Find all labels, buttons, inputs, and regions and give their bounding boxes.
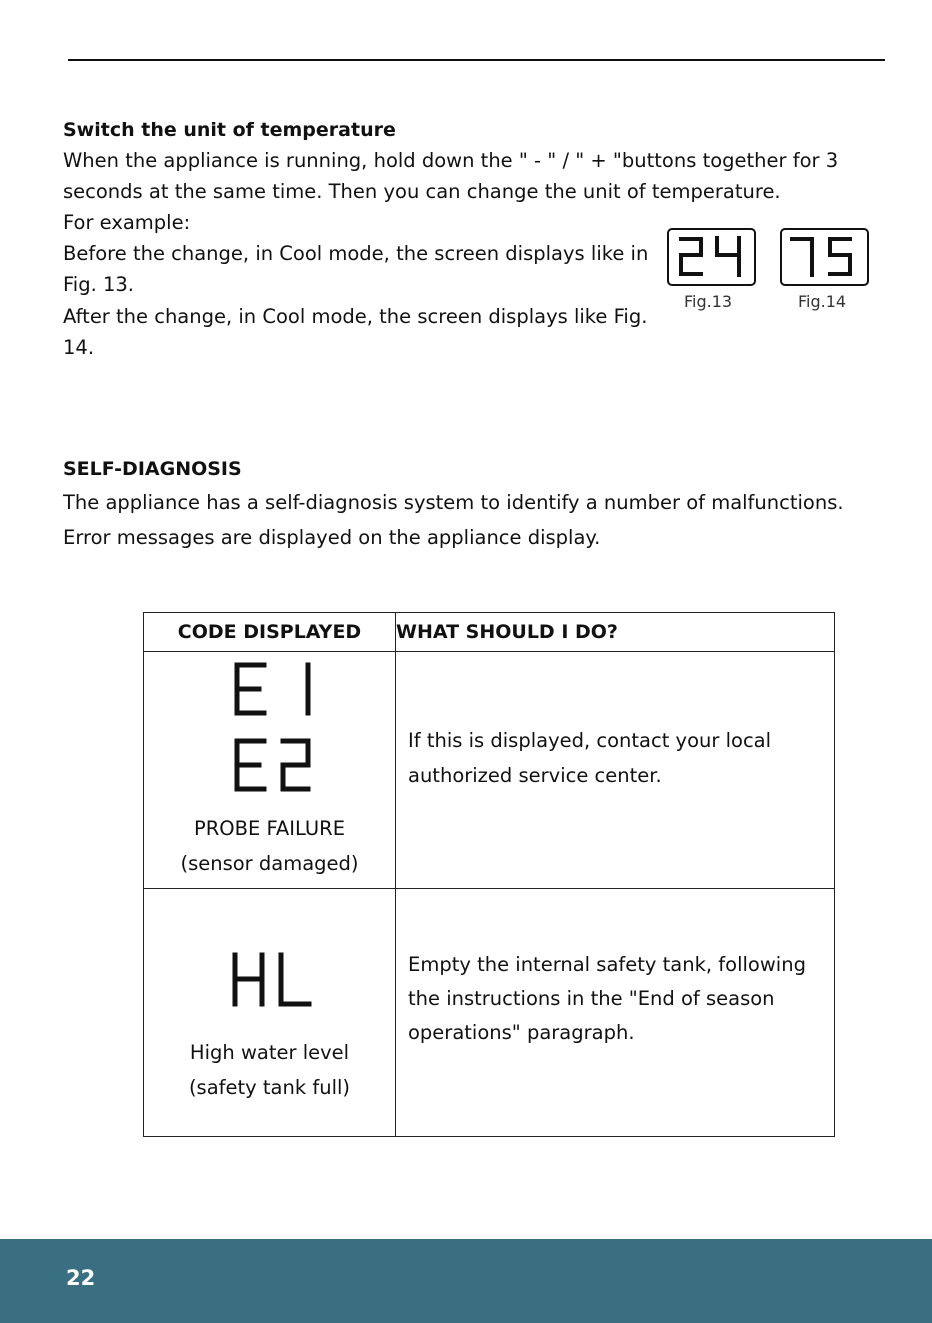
answer-probe-line-1: If this is displayed, contact your local	[408, 729, 772, 752]
fig13-segment-digits	[669, 230, 753, 283]
answer-hl-line-1: Empty the internal safety tank, following	[408, 953, 806, 976]
unit-section-title: Switch the unit of temperature	[63, 119, 396, 141]
unit-text-line-5: Fig. 13.	[63, 273, 135, 296]
unit-text-line-3: For example:	[63, 211, 191, 234]
high-water-label: High water level	[189, 1041, 350, 1064]
code-cell-high-water	[144, 889, 396, 1137]
fig14-display	[780, 228, 869, 286]
page-number: 22	[66, 1266, 96, 1290]
diagnosis-table	[143, 612, 835, 1137]
answer-probe-line-2: authorized service center.	[408, 764, 662, 787]
fig14-label: Fig.14	[798, 292, 847, 311]
e1-e2-segment-codes	[229, 662, 319, 802]
fig13-label: Fig.13	[684, 292, 733, 311]
fig13-display	[667, 228, 756, 286]
unit-text-line-7: 14.	[63, 336, 95, 359]
diagnosis-text-line-2: Error messages are displayed on the appliance display.	[63, 526, 601, 549]
unit-text-line-4: Before the change, in Cool mode, the screen displays like in	[63, 242, 649, 265]
unit-text-line-2: seconds at the same time. Then you can change the unit of temperature.	[63, 180, 781, 203]
probe-failure-label: PROBE FAILURE	[193, 817, 346, 840]
top-rule	[68, 59, 885, 61]
answer-cell-high-water	[396, 889, 835, 1137]
header-code-displayed: CODE DISPLAYED	[144, 613, 396, 652]
fig14-segment-digits	[782, 230, 866, 283]
answer-hl-line-3: operations" paragraph.	[408, 1021, 635, 1044]
diagnosis-section-title: SELF-DIAGNOSIS	[63, 458, 242, 480]
safety-tank-full-label: (safety tank full)	[188, 1076, 351, 1099]
answer-cell-probe-failure	[396, 652, 835, 889]
unit-text-line-1: When the appliance is running, hold down the " - " / " + "buttons together for 3	[63, 149, 839, 172]
page-footer	[0, 1239, 932, 1323]
code-cell-probe-failure	[144, 652, 396, 889]
table-header-row	[144, 613, 835, 652]
answer-hl-line-2: the instructions in the "End of season	[408, 987, 775, 1010]
header-what-to-do: WHAT SHOULD I DO?	[396, 613, 835, 652]
table-row	[144, 889, 835, 1137]
diagnosis-text-line-1: The appliance has a self-diagnosis system to identify a number of malfunctions.	[63, 491, 844, 514]
sensor-damaged-label: (sensor damaged)	[180, 852, 359, 875]
unit-text-line-6: After the change, in Cool mode, the screen displays like Fig.	[63, 305, 648, 328]
hl-segment-code	[231, 951, 321, 1011]
table-row	[144, 652, 835, 889]
